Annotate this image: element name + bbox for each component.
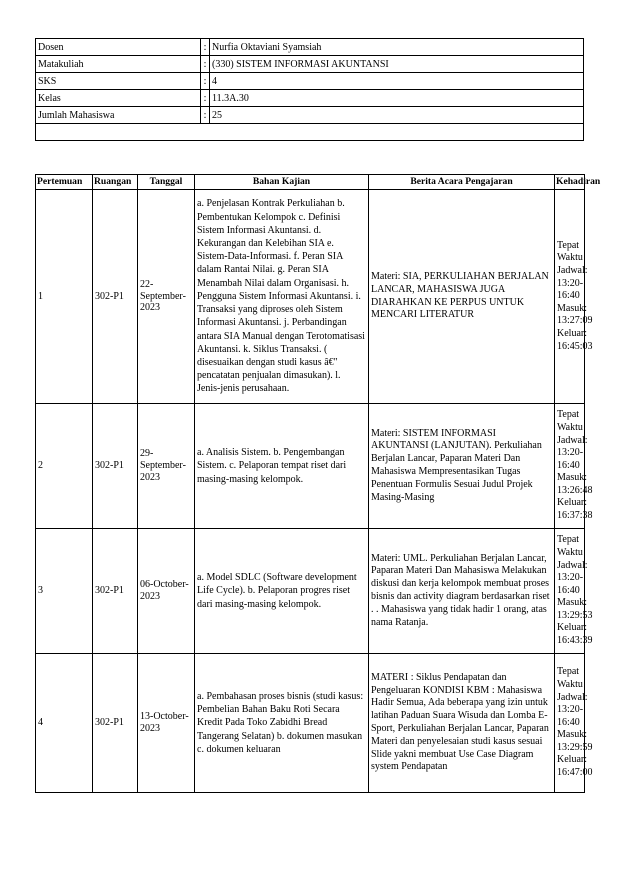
info-separator: :: [201, 90, 210, 107]
header-kehadiran: Kehadiran: [555, 175, 585, 190]
info-value: 25: [210, 107, 584, 124]
header-bahan-kajian: Bahan Kajian: [195, 175, 369, 190]
cell-kehadiran: Tepat Waktu Jadwal: 13:20-16:40 Masuk: 13:27:09 Keluar: 16:45:03: [555, 190, 585, 404]
table-row: [36, 404, 585, 529]
cell-kehadiran: Tepat Waktu Jadwal: 13:20-16:40 Masuk: 13:29:53 Keluar: 16:43:39: [555, 529, 585, 654]
info-label: Dosen: [36, 39, 201, 56]
info-separator: :: [201, 107, 210, 124]
cell-berita-acara: Materi: UML. Perkuliahan Berjalan Lancar, Paparan Materi Dan Mahasiswa Melakukan diskusi dan kerja kelompok membuat proses bisnis dan activity diagram berdasarkan riset . . Mahasiswa yang tidak hadir 1 orang, atas nama Ratanja.: [369, 529, 555, 654]
info-separator: :: [201, 73, 210, 90]
info-value: (330) SISTEM INFORMASI AKUNTANSI: [210, 56, 584, 73]
cell-bahan-kajian: a. Model SDLC (Software development Life Cycle). b. Pelaporan progres riset dari masing-masing kelompok.: [195, 529, 369, 654]
table-row: [36, 190, 585, 404]
info-label: SKS: [36, 73, 201, 90]
info-label: Matakuliah: [36, 56, 201, 73]
header-berita-acara: Berita Acara Pengajaran: [369, 175, 555, 190]
info-row-sks: [36, 73, 584, 90]
cell-ruangan: 302-P1: [93, 654, 138, 793]
cell-tanggal: 06-October-2023: [138, 529, 195, 654]
cell-pertemuan: 3: [36, 529, 93, 654]
cell-berita-acara: MATERI : Siklus Pendapatan dan Pengeluaran KONDISI KBM : Mahasiswa Hadir Semua, Ada beberapa yang izin untuk latihan Paduan Suara Wisuda dan Lomba E-Sport, Perkuliahan Berjalan Lancar, Paparan Materi dan penyelesaian studi kasus sesuai Slide yakni membuat Use Case Diagram system Pendapatan: [369, 654, 555, 793]
cell-tanggal: 29-September-2023: [138, 404, 195, 529]
info-empty-cell: [36, 124, 584, 141]
header-tanggal: Tanggal: [138, 175, 195, 190]
cell-pertemuan: 2: [36, 404, 93, 529]
info-value: 11.3A.30: [210, 90, 584, 107]
info-value: 4: [210, 73, 584, 90]
cell-pertemuan: 1: [36, 190, 93, 404]
info-label: Kelas: [36, 90, 201, 107]
info-row-dosen: [36, 39, 584, 56]
info-row-matakuliah: [36, 56, 584, 73]
cell-bahan-kajian: a. Analisis Sistem. b. Pengembangan Sistem. c. Pelaporan tempat riset dari masing-masing kelompok.: [195, 404, 369, 529]
info-row-kelas: [36, 90, 584, 107]
table-header-row: [36, 175, 585, 190]
cell-ruangan: 302-P1: [93, 529, 138, 654]
cell-berita-acara: Materi: SISTEM INFORMASI AKUNTANSI (LANJUTAN). Perkuliahan Berjalan Lancar, Paparan Materi Dan Mahasiswa Mempresentasikan Tugas Penentuan Formulis Sesuai Judul Projek Masing-Masing: [369, 404, 555, 529]
info-row-empty: [36, 124, 584, 141]
cell-ruangan: 302-P1: [93, 404, 138, 529]
info-separator: :: [201, 39, 210, 56]
cell-tanggal: 13-October-2023: [138, 654, 195, 793]
cell-bahan-kajian: a. Penjelasan Kontrak Perkuliahan b. Pembentukan Kelompok c. Definisi Sistem Informasi Akuntansi. d. Kekurangan dan Kelebihan SIA e. Sistem-Data-Informasi. f. Peran SIA dalam Rantai Nilai. g. Peran SIA Menambah Nilai dalam Organisasi. h. Pengguna Sistem Informasi Akuntansi. i. Transaksi yang diproses oleh Sistem Informasi Akuntansi. j. Perbandingan antara SIA Manual dengan Terotomatisasi Akuntansi. k. Siklus Transaksi. ( disesuaikan dengan studi kasus â€" pencatatan penjualan dimasukan). l. Jenis-jenis perusahaan.: [195, 190, 369, 404]
cell-ruangan: 302-P1: [93, 190, 138, 404]
teaching-log-table: [35, 174, 601, 793]
info-separator: :: [201, 56, 210, 73]
table-row: [36, 529, 585, 654]
info-label: Jumlah Mahasiswa: [36, 107, 201, 124]
course-info-table: [35, 38, 584, 141]
table-row: [36, 654, 585, 793]
cell-bahan-kajian: a. Pembahasan proses bisnis (studi kasus: Pembelian Bahan Baku Roti Secara Kredit Pada Toko Zabidhi Bread Tangerang Selatan) b. dokumen masukan c. dokumen keluaran: [195, 654, 369, 793]
header-ruangan: Ruangan: [93, 175, 138, 190]
info-value: Nurfia Oktaviani Syamsiah: [210, 39, 584, 56]
cell-pertemuan: 4: [36, 654, 93, 793]
cell-berita-acara: Materi: SIA, PERKULIAHAN BERJALAN LANCAR, MAHASISWA JUGA DIARAHKAN KE PERPUS UNTUK MENCARI LITERATUR: [369, 190, 555, 404]
cell-kehadiran: Tepat Waktu Jadwal: 13:20-16:40 Masuk: 13:26:48 Keluar: 16:37:38: [555, 404, 585, 529]
info-row-jumlah-mahasiswa: [36, 107, 584, 124]
cell-kehadiran: Tepat Waktu Jadwal: 13:20-16:40 Masuk: 13:29:59 Keluar: 16:47:00: [555, 654, 585, 793]
header-pertemuan: Pertemuan: [36, 175, 93, 190]
cell-tanggal: 22-September-2023: [138, 190, 195, 404]
